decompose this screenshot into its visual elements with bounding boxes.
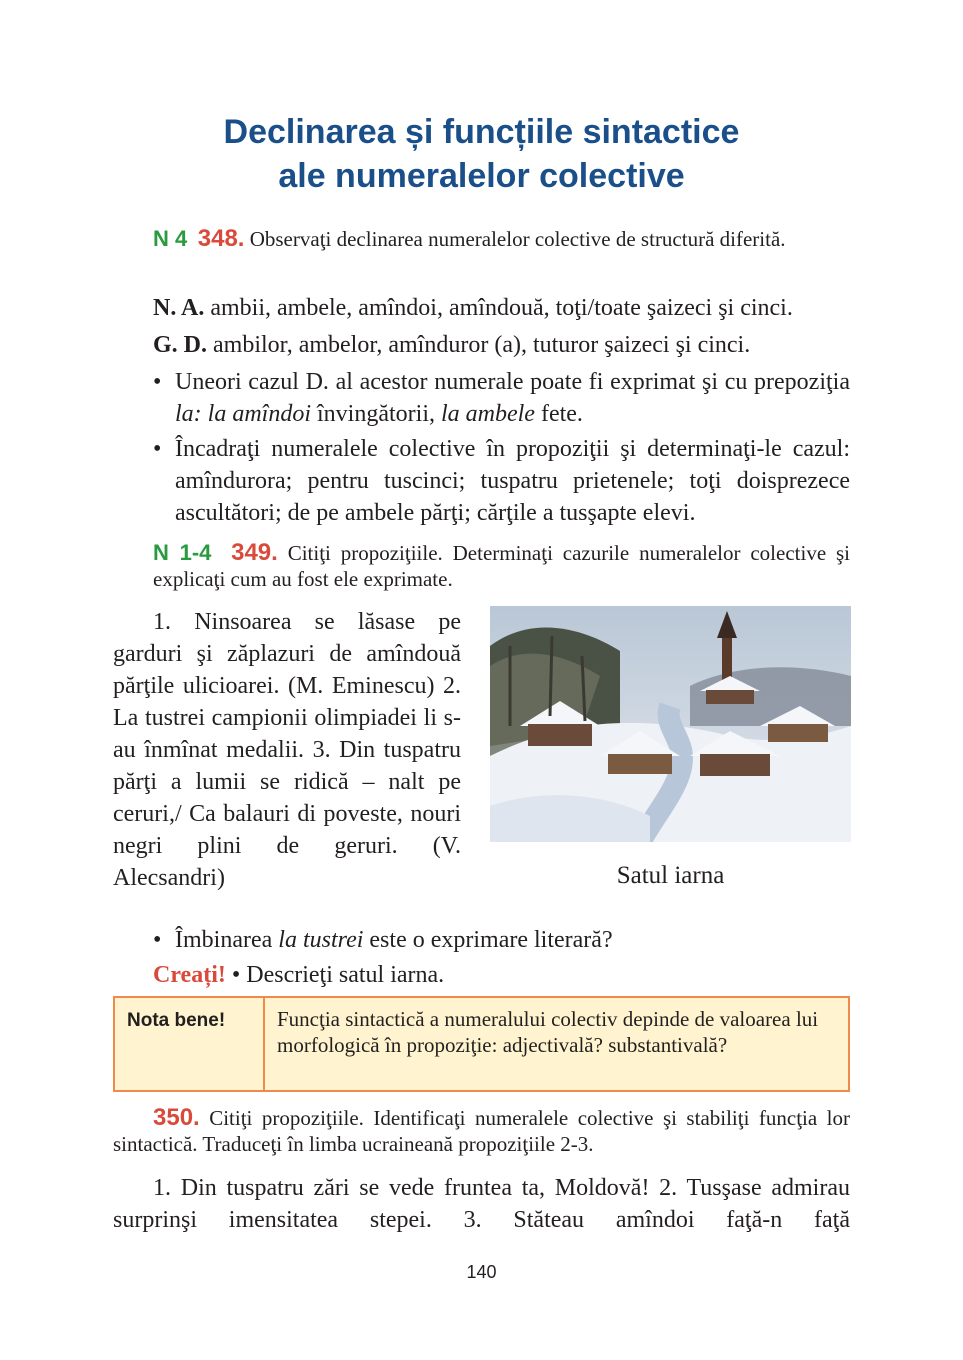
image-caption: Satul iarna bbox=[616, 862, 725, 889]
winter-village-image bbox=[490, 606, 851, 842]
nota-bene-text: Funcţia sintactică a numeralului colectiv depinde de valoarea lui morfologică în propoziţie: adjectivală? substantivală? bbox=[277, 1007, 819, 1057]
exercise-instruction: Citiţi propoziţiile. Determinaţi cazurile numeralelor colective şi explicaţi cum au fost ele exprimate. bbox=[153, 541, 851, 591]
exercise-349-header bbox=[153, 540, 850, 592]
case-label-na: N. A. bbox=[153, 295, 205, 321]
case-forms-gd: ambilor, ambelor, amînduror (a), tuturor şaizeci şi cinci. bbox=[213, 332, 751, 358]
exercise-instruction: Observaţi declinarea numeralelor colective de structură diferită. bbox=[249, 227, 786, 251]
exercise-number: 348. bbox=[197, 225, 245, 252]
page-title bbox=[0, 110, 963, 198]
exercise-349-text: 1. Ninsoarea se lăsase pe garduri şi zăplazuri de amîndouă părţile ulicioarei. (M. Eminescu) 2. La tustrei campionii olimpiadei li s-au înmînat medalii. 3. Din tuspatru părţi a lumii se ridică – nalt pe ceruri,/ Ca balauri di poveste, nouri negri plini de geruri. (V. Alecsandri) bbox=[113, 609, 461, 891]
nota-bene-label: Nota bene! bbox=[115, 998, 265, 1090]
declension-na bbox=[153, 292, 850, 324]
exercise-350-header bbox=[113, 1105, 850, 1157]
exercise-level-marker: N 4 bbox=[153, 226, 188, 251]
create-label: Creați! bbox=[153, 962, 226, 988]
exercise-level-marker: N 1-4 bbox=[153, 540, 212, 565]
exercise-348-header bbox=[153, 226, 850, 252]
title-line-2: ale numeralelor colective bbox=[278, 157, 685, 195]
exercise-instruction: Citiţi propoziţiile. Identificaţi numeralele colective şi stabiliţi funcţia lor sintactică. Traduceţi în limba ucraineană propoziţiile 2-3. bbox=[113, 1106, 850, 1156]
create-text: Descrieţi satul iarna. bbox=[246, 962, 445, 988]
bullet-item: • Îmbinarea la tustrei este o exprimare literară? bbox=[153, 927, 613, 953]
case-label-gd: G. D. bbox=[153, 332, 207, 358]
exercise-350-text: 1. Din tuspatru zări se vede fruntea ta, Moldovă! 2. Tusşase admirau surprinşi imensitatea stepei. 3. Stăteau amîndoi faţă-n faţă bbox=[113, 1175, 850, 1233]
exercise-number: 350. bbox=[153, 1104, 200, 1131]
bullet-item: • Încadraţi numeralele colective în propoziţii şi determinaţi-le cazul: amîndurora; pentru tuscinci; tuspatru prietenele; toţi doisprezece ascultători; de pe ambele părţi; cărţile a tusşapte elevi. bbox=[153, 436, 850, 526]
nota-bene-box bbox=[113, 996, 850, 1092]
exercise-number: 349. bbox=[231, 539, 278, 566]
declension-gd bbox=[153, 329, 850, 361]
page-number: 140 bbox=[466, 1262, 497, 1282]
create-task: Creați! • Descrieţi satul iarna. bbox=[153, 962, 445, 988]
case-forms-na: ambii, ambele, amîndoi, amîndouă, toţi/toate şaizeci şi cinci. bbox=[210, 295, 793, 321]
bullet-item: • Uneori cazul D. al acestor numerale poate fi exprimat şi cu prepoziţia la: la amîndoi învingătorii, la ambele fete. bbox=[153, 369, 850, 427]
winter-village-painting bbox=[490, 606, 851, 842]
title-line-1: Declinarea și funcțiile sintactice bbox=[223, 113, 740, 151]
